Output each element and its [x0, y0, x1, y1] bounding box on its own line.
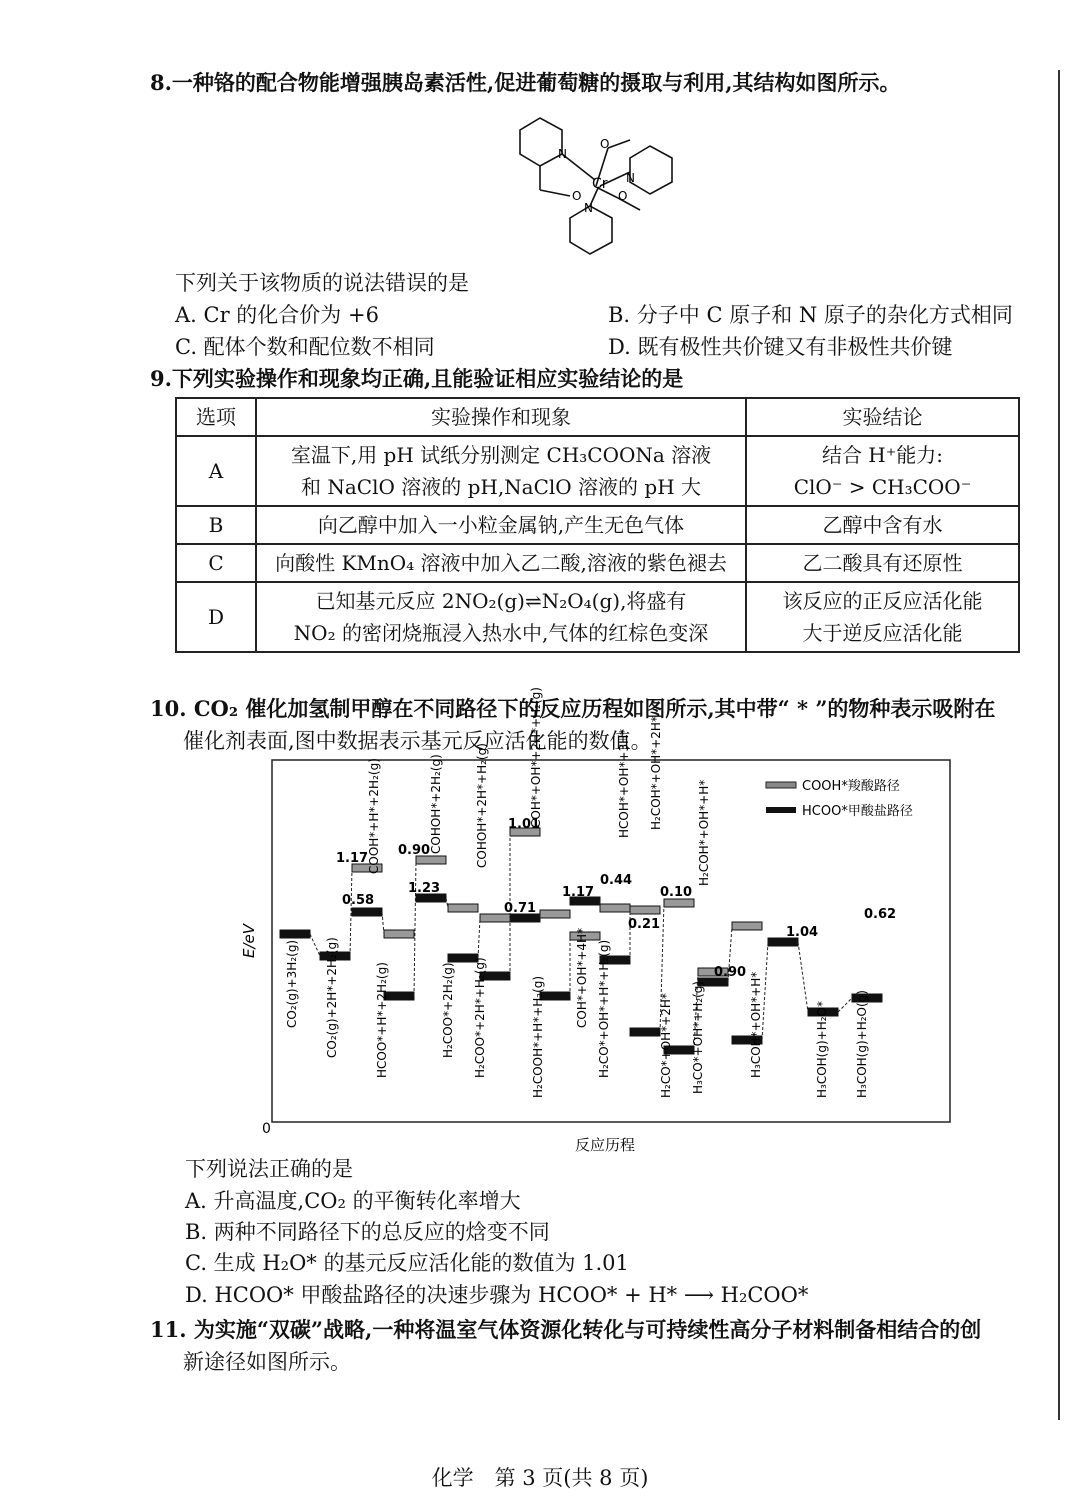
o-atom-3: O [618, 189, 628, 203]
energy-level-3 [352, 908, 382, 916]
cooh-activation-energy-4: 0.62 [864, 907, 897, 922]
energy-level-21 [630, 1028, 660, 1036]
top-species-label-0: COOH*+H*+2H₂(g) [367, 758, 381, 874]
bottom-species-label-2: HCOO*+H*+2H₂(g) [375, 962, 389, 1078]
q10-stem-line1: 10. CO₂ 催化加氢制甲醇在不同路径下的反应历程如图所示,其中带“ * ”的物种表示吸附在 [150, 696, 996, 721]
cooh-activation-energy-3: 0.44 [600, 873, 633, 888]
q9-option-label: B [176, 506, 256, 544]
cr-atom: Cr [592, 176, 608, 192]
connector-9 [478, 918, 480, 958]
n-atom-3: N [584, 201, 593, 215]
q8-option-d: D. 既有极性共价键又有非极性共价键 [608, 335, 953, 359]
connector-28 [798, 942, 808, 1012]
q9-operation-line: 和 NaClO 溶液的 pH,NaClO 溶液的 pH 大 [300, 475, 702, 499]
top-species-label-3: COH*+OH*+2H*+H₂(g) [529, 687, 543, 828]
bottom-species-label-9: H₃CO*+OH*+H₂(g) [691, 980, 705, 1094]
bottom-species-label-12: H₃COH(g)+H₂O(g) [855, 990, 869, 1098]
energy-level-20 [630, 906, 660, 914]
q9-conclusion-cell [746, 582, 1019, 652]
energy-level-4 [384, 930, 414, 938]
n-atom-1: N [558, 147, 567, 161]
energy-level-8 [448, 904, 478, 912]
energy-level-22 [664, 899, 694, 907]
q9-row-b [176, 506, 1019, 544]
q9-operation-cell [256, 436, 746, 506]
q10-stem-line2: 催化剂表面,图中数据表示基元反应活化能的数值。 [183, 729, 652, 753]
cooh-activation-energy-0: 1.17 [336, 851, 369, 866]
q9-row-d [176, 582, 1019, 652]
q9-operation-line: 已知基元反应 2NO₂(g)⇌N₂O₄(g),将盛有 [315, 589, 687, 613]
hcoo-activation-energy-7: 1.04 [786, 925, 819, 940]
q9-conclusion-line: ClO⁻ > CH₃COO⁻ [793, 475, 972, 499]
cooh-activation-energy-2: 1.01 [508, 817, 541, 832]
q9-conclusion-line: 大于逆反应活化能 [802, 621, 963, 645]
q9-option-label: A [176, 436, 256, 506]
legend-label-hcoo: HCOO*甲酸盐路径 [802, 804, 913, 819]
n-atom-2: N [626, 171, 635, 185]
q9-option-label: D [176, 582, 256, 652]
bottom-species-label-10: H₃COH*+OH*+H* [749, 971, 763, 1078]
top-species-label-1: COHOH*+2H₂(g) [429, 754, 443, 854]
top-species-label-5: H₂COH*+OH*+2H* [649, 716, 663, 830]
origin-label: 0 [262, 1121, 271, 1137]
q8-ask: 下列关于该物质的说法错误的是 [175, 271, 469, 295]
q9-operation-line: 室温下,用 pH 试纸分别测定 CH₃COONa 溶液 [290, 443, 712, 467]
hcoo-activation-energy-4: 0.21 [628, 917, 661, 932]
q8-stem: 8.一种铬的配合物能增强胰岛素活性,促进葡萄糖的摄取与利用,其结构如图所示。 [150, 70, 901, 95]
bottom-species-label-11: H₃COH(g)+H₂O* [815, 1001, 829, 1098]
bottom-species-label-4: H₂COO*+2H*+H₂(g) [473, 957, 487, 1078]
chart-legend [766, 778, 913, 819]
energy-level-14 [540, 910, 570, 918]
q9-conclusion-cell: 乙醇中含有水 [746, 506, 1019, 544]
legend-swatch-hcoo [766, 807, 796, 813]
page-footer: 化学 第 3 页(共 8 页) [431, 1466, 649, 1490]
bottom-species-label-8: H₂CO*+OH*+2H* [659, 993, 673, 1098]
hcoo-activation-energy-3: 1.17 [562, 885, 595, 900]
hcoo-activation-energy-5: 0.10 [660, 885, 693, 900]
q9-operation-cell: 向乙醇中加入一小粒金属钠,产生无色气体 [256, 506, 746, 544]
q10-option-b: B. 两种不同路径下的总反应的焓变不同 [185, 1220, 550, 1244]
q9-row-c [176, 544, 1019, 582]
x-axis-label: 反应历程 [575, 1136, 636, 1154]
q9-option-label: C [176, 544, 256, 582]
legend-swatch-cooh [766, 782, 796, 788]
q9-conclusion-line: 该反应的正反应活化能 [782, 589, 983, 613]
top-species-label-4: HCOH*+OH*+3H* [617, 728, 631, 838]
bottom-species-label-3: H₂COO*+2H₂(g) [441, 962, 455, 1058]
hcoo-activation-energy-6: 0.90 [714, 965, 747, 980]
energy-level-26 [732, 922, 762, 930]
chromium-complex-structure [500, 100, 700, 250]
cooh-activation-energy-1: 0.90 [398, 843, 431, 858]
q9-header-conclusion: 实验结论 [746, 398, 1019, 436]
energy-level-0 [280, 930, 310, 938]
q9-conclusion-cell: 乙二酸具有还原性 [746, 544, 1019, 582]
q9-operation-cell [256, 582, 746, 652]
q9-operation-cell: 向酸性 KMnO₄ 溶液中加入乙二酸,溶液的紫色褪去 [256, 544, 746, 582]
y-axis-label: E/eV [240, 923, 258, 958]
bottom-species-label-5: H₂COOH*+H*+H₂(g) [531, 975, 545, 1098]
bottom-species-label-1: CO₂(g)+2H*+2H₂(g) [325, 937, 339, 1058]
top-species-label-6: H₂COH*+OH*+H* [697, 779, 711, 886]
q9-table [175, 397, 1020, 653]
hcoo-activation-energy-0: 0.58 [342, 893, 375, 908]
q10-option-c: C. 生成 H₂O* 的基元反应活化能的数值为 1.01 [185, 1251, 629, 1275]
q10-option-a: A. 升高温度,CO₂ 的平衡转化率增大 [185, 1189, 521, 1213]
energy-level-18 [600, 904, 630, 912]
page-binding-line [1058, 70, 1060, 1420]
q11-stem-line1: 11. 为实施“双碳”战略,一种将温室气体资源化转化与可持续性高分子材料制备相结合的创 [150, 1317, 982, 1342]
q9-stem: 9.下列实验操作和现象均正确,且能验证相应实验结论的是 [150, 366, 684, 391]
q9-operation-line: NO₂ 的密闭烧瓶浸入热水中,气体的红棕色变深 [293, 621, 709, 645]
bottom-species-label-7: H₂CO*+OH*+H*+H₂(g) [597, 939, 611, 1078]
q10-ask: 下列说法正确的是 [185, 1157, 353, 1181]
connector-0 [310, 934, 320, 956]
q8-option-b: B. 分子中 C 原子和 N 原子的杂化方式相同 [608, 303, 1013, 327]
bottom-species-label-0: CO₂(g)+3H₂(g) [285, 939, 299, 1028]
legend-label-cooh: COOH*羧酸路径 [802, 779, 900, 794]
q9-header-row [176, 398, 1019, 436]
q9-header-operation: 实验操作和现象 [256, 398, 746, 436]
q11-stem-line2: 新途径如图所示。 [183, 1350, 351, 1374]
q9-row-a [176, 436, 1019, 506]
q9-conclusion-line: 结合 H⁺能力: [821, 443, 944, 467]
hcoo-activation-energy-1: 1.23 [408, 881, 441, 896]
q9-conclusion-cell [746, 436, 1019, 506]
hcoo-activation-energy-2: 0.71 [504, 901, 537, 916]
bottom-species-label-6: COH*+OH*+4H* [575, 927, 589, 1028]
q8-option-a: A. Cr 的化合价为 +6 [175, 303, 379, 327]
connector-29 [838, 998, 852, 1012]
q9-header-option: 选项 [176, 398, 256, 436]
q8-option-c: C. 配体个数和配位数不相同 [175, 335, 435, 359]
o-atom-2: O [600, 137, 610, 151]
q10-option-d: D. HCOO* 甲酸盐路径的决速步骤为 HCOO* + H* ⟶ H₂COO* [185, 1283, 809, 1307]
top-species-label-2: COHOH*+2H*+H₂(g) [475, 743, 489, 868]
o-atom-1: O [572, 189, 582, 203]
